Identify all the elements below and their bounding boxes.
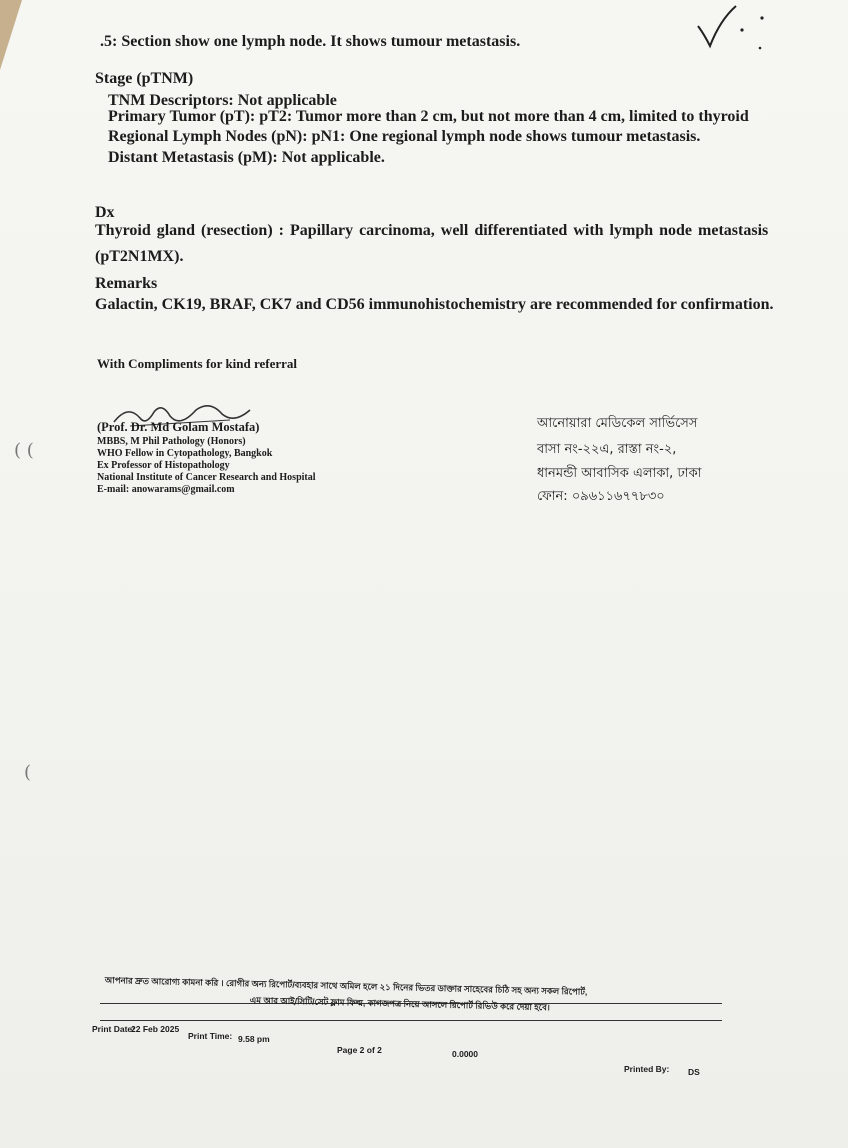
dx-heading: Dx [95, 204, 115, 221]
margin-mark-lower: ( [24, 762, 32, 783]
signatory-email: E-mail: anowarams@gmail.com [97, 484, 235, 495]
printed-by-label: Printed By: [624, 1064, 670, 1074]
print-date: 22 Feb 2025 [131, 1024, 180, 1034]
signatory-degree: MBBS, M Phil Pathology (Honors) [97, 436, 246, 447]
remarks-heading: Remarks [95, 275, 158, 292]
clinic-area: ধানমন্ডী আবাসিক এলাকা, ঢাকা [537, 466, 702, 481]
clinic-name: আনোয়ারা মেডিকেল সার্ভিসেস [537, 416, 698, 431]
page-fold-shadow [0, 0, 22, 70]
primary-tumor: Primary Tumor (pT): pT2: Tumor more than 2 cm, but not more than 4 cm, limited to thyroid [108, 108, 749, 125]
printed-by: DS [688, 1067, 700, 1077]
signatory-position: Ex Professor of Histopathology [97, 460, 230, 471]
stage-heading: Stage (pTNM) [95, 70, 194, 87]
compliments-note: With Compliments for kind referral [97, 356, 298, 371]
footer-notice-line-2: এম আর আই/সিটি/সেট ফ্লাম ফিল্ম, কাগজপত্র নিয়ে আসলে রিপোর্ট রিভিউ করে দেয়া হবে। [249, 994, 551, 1013]
dx-line-1: Thyroid gland (resection) : Papillary carcinoma, well differentiated with lymph node metastasis [95, 222, 769, 239]
section-line: .5: Section show one lymph node. It shows tumour metastasis. [100, 33, 521, 50]
signatory-fellowship: WHO Fellow in Cytopathology, Bangkok [97, 448, 273, 459]
checkmark-icon [690, 2, 770, 52]
print-date-label: Print Date: [92, 1024, 135, 1034]
print-time-label: Print Time: [188, 1031, 233, 1041]
margin-mark: ( ( [14, 440, 34, 461]
clinic-phone: ফোন: ০৯৬১১৬৭৭৮৩০ [537, 489, 665, 504]
amount: 0.0000 [452, 1049, 478, 1059]
distant-metastasis: Distant Metastasis (pM): Not applicable. [108, 149, 385, 166]
signatory-institute: National Institute of Cancer Research and Hospital [97, 472, 316, 483]
regional-lymph-nodes: Regional Lymph Nodes (pN): pN1: One regional lymph node shows tumour metastasis. [108, 128, 701, 145]
footer-notice-line-1: আপনার দ্রুত আরোগ্য কামনা করি । রোগীর অন্য রিপোর্ট/ব্যবহার সাথে অমিল হলে ২১ দিনের ভিতর ডাক্তার সাহেবের চিঠি সহ অন্য সকল রিপোর্ট, [104, 974, 588, 997]
tnm-descriptors: TNM Descriptors: Not applicable [108, 92, 337, 109]
clinic-house: বাসা নং-২২এ, রাস্তা নং-২, [537, 442, 677, 457]
dx-line-2: (pT2N1MX). [95, 248, 184, 265]
signatory-name: (Prof. Dr. Md Golam Mostafa) [97, 420, 260, 434]
footer-rule-bottom [100, 1020, 722, 1021]
page-number: Page 2 of 2 [337, 1045, 382, 1055]
print-time: 9.58 pm [238, 1034, 270, 1044]
remarks-text: Galactin, CK19, BRAF, CK7 and CD56 immunohistochemistry are recommended for confirmation. [95, 296, 774, 313]
